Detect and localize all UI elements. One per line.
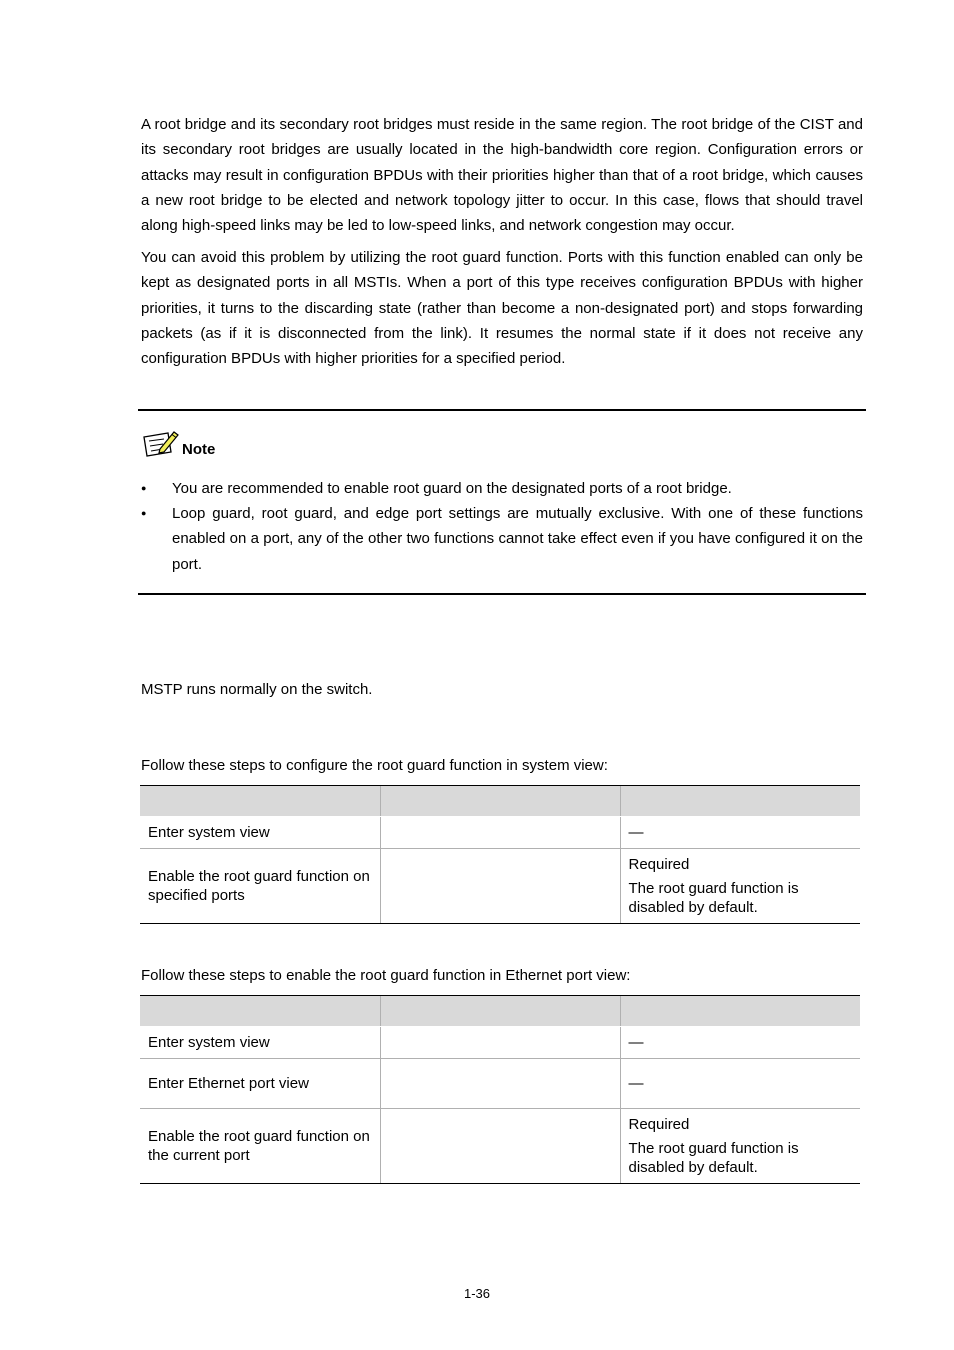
note-item-1 [141,476,863,501]
table1-caption: Follow these steps to configure the root guard function in system view: [141,757,608,774]
remark-line: Required [628,856,690,873]
note-item-2 [141,501,863,577]
table1 [140,785,860,924]
command-cell [380,1109,620,1184]
intro-paragraph-1: A root bridge and its secondary root bridges must reside in the same region. The root bridge of the CIST and its secondary root bridges are usually located in the high-bandwidth core region. Configuration errors or attacks may result in configuration BPDUs with their priorities higher than that of a root bridge, which causes a new root bridge to be elected and network topology jitter to occur. In this case, flows that should travel along high-speed links may be led to low-speed links, and network congestion may occur. [141,116,863,235]
table-row [140,1027,860,1059]
remarks-cell: — [620,1059,860,1109]
note-pencil-icon [141,428,181,460]
operation-cell: Enable the root guard function on the current port [140,1109,380,1184]
remark-line: The root guard function is disabled by default. [628,880,799,916]
command-cell [380,1027,620,1059]
table1-header [140,786,860,817]
table-row [140,849,860,924]
header-remarks [620,996,860,1027]
intro-paragraph-2: You can avoid this problem by utilizing the root guard function. Ports with this function enabled can only be kept as designated ports in all MSTIs. When a port of this type receives configuration BPDUs with higher priorities, it turns to the discarding state (rather than become a non-designated port) and stops forwarding packets (as if it is disconnected from the link). It resumes the normal state if it does not receive any configuration BPDUs with higher priorities for a specified period. [141,249,863,368]
operation-cell: Enter Ethernet port view [140,1059,380,1109]
note-item-text: You are recommended to enable root guard on the designated ports of a root bridge. [172,480,732,497]
header-command [380,996,620,1027]
note-top-rule [138,409,866,411]
table2-header [140,996,860,1027]
note-label: Note [182,441,216,458]
bullet-icon: ● [141,508,147,518]
operation-cell: Enable the root guard function on specified ports [140,849,380,924]
table2 [140,995,860,1184]
bullet-icon: ● [141,483,147,493]
remarks-cell [620,849,860,924]
header-operation [140,996,380,1027]
table-row [140,1059,860,1109]
table-row [140,1109,860,1184]
operation-cell: Enter system view [140,817,380,849]
command-cell [380,1059,620,1109]
remark-line: The root guard function is disabled by default. [628,1140,799,1176]
command-cell [380,817,620,849]
header-remarks [620,786,860,817]
note-item-text: Loop guard, root guard, and edge port settings are mutually exclusive. With one of these functions enabled on a port, any of the other two functions cannot take effect even if you have configured it on the port. [172,505,863,573]
command-cell [380,849,620,924]
header-command [380,786,620,817]
header-operation [140,786,380,817]
table2-caption: Follow these steps to enable the root guard function in Ethernet port view: [141,967,631,984]
operation-cell: Enter system view [140,1027,380,1059]
remarks-cell [620,1109,860,1184]
prerequisite-text: MSTP runs normally on the switch. [141,681,373,698]
remark-line: Required [628,1116,690,1133]
table-row [140,817,860,849]
page-number: 1-36 [463,1286,491,1301]
remarks-cell: — [620,817,860,849]
note-bottom-rule [138,593,866,595]
remarks-cell: — [620,1027,860,1059]
